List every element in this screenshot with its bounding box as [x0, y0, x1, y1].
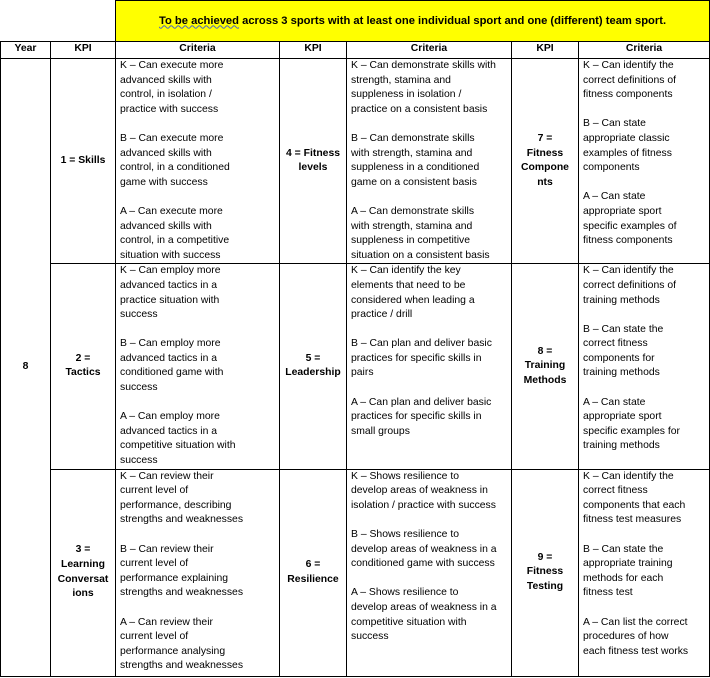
- kpi-fitness-levels: 4 = Fitness levels: [280, 59, 347, 264]
- criteria-leadership: [347, 264, 512, 469]
- blank-corner-cell: [1, 1, 116, 42]
- criteria-k: K – Shows resilience to develop areas of weakness in isolation / practice with success: [351, 470, 496, 511]
- criteria-k: K – Can execute more advanced skills with control, in isolation / practice with success: [120, 60, 224, 115]
- table-row: [1, 264, 710, 469]
- criteria-b: B – Can execute more advanced skills with control, in a conditioned game with success: [120, 132, 230, 188]
- criteria-a: A – Shows resilience to develop areas of weakness in a competitive situation with success: [351, 587, 497, 643]
- criteria-b: B – Can state appropriate classic examples of fitness components: [583, 118, 672, 174]
- table-row: [1, 469, 710, 676]
- criteria-b: B – Can state the appropriate training methods for each fitness test: [583, 543, 673, 599]
- criteria-a: A – Can state appropriate sport specific examples of fitness components: [583, 191, 677, 247]
- criteria-b: B – Can employ more advanced tactics in a conditioned game with success: [120, 338, 224, 394]
- criteria-a: A – Can plan and deliver basic practices for specific skills in small groups: [351, 396, 492, 437]
- year-cell: 8: [1, 59, 51, 677]
- criteria-b: B – Shows resilience to develop areas of weakness in a conditioned game with success: [351, 529, 497, 570]
- criteria-k: K – Can identify the correct definitions of training methods: [583, 265, 676, 306]
- criteria-training-methods: [579, 264, 710, 469]
- kpi-training-methods: 8 = Training Methods: [512, 264, 579, 469]
- kpi-resilience: 6 = Resilience: [280, 469, 347, 676]
- criteria-resilience: [347, 469, 512, 676]
- criteria-b: B – Can plan and deliver basic practices for specific skills in pairs: [351, 338, 492, 379]
- criteria-a: A – Can state appropriate sport specific examples for training methods: [583, 396, 681, 452]
- criteria-k: K – Can identify the correct fitness components that each fitness test measures: [583, 470, 686, 526]
- criteria-skills: [116, 59, 280, 264]
- criteria-k: K – Can review their current level of performance, describing strengths and weaknesses: [120, 470, 244, 526]
- criteria-b: B – Can demonstrate skills with strength, stamina and suppleness in a conditioned game on a consistent basis: [351, 132, 480, 188]
- kpi-skills: 1 = Skills: [51, 59, 116, 264]
- criteria-a: A – Can review their current level of performance analysing strengths and weaknesses: [120, 616, 244, 672]
- criteria-a: A – Can list the correct procedures of how each fitness test works: [583, 616, 689, 657]
- criteria-a: A – Can employ more advanced tactics in a competitive situation with success: [120, 411, 236, 467]
- criteria-tactics: [116, 264, 280, 469]
- header-year: Year: [1, 42, 51, 59]
- criteria-a: A – Can execute more advanced skills with control, in a competitive situation with success: [120, 205, 230, 261]
- kpi-fitness-components: 7 = Fitness Compone nts: [512, 59, 579, 264]
- criteria-k: K – Can demonstrate skills with strength, stamina and suppleness in isolation / practice on a consistent basis: [351, 60, 496, 115]
- table-row: [1, 59, 710, 264]
- kpi-learning-conversations: 3 = Learning Conversat ions: [51, 469, 116, 676]
- criteria-k: K – Can employ more advanced tactics in a practice situation with success: [120, 265, 221, 321]
- header-criteria-2: Criteria: [347, 42, 512, 59]
- criteria-b: B – Can state the correct fitness components for training methods: [583, 323, 664, 379]
- header-criteria-1: Criteria: [116, 42, 280, 59]
- criteria-k: K – Can identify the key elements that need to be considered when leading a practice / drill: [351, 265, 475, 321]
- criteria-fitness-levels: [347, 59, 512, 264]
- header-kpi-3: KPI: [512, 42, 579, 59]
- banner-cell: [116, 1, 710, 42]
- header-kpi-1: KPI: [51, 42, 116, 59]
- banner-underlined-text: To be achieved: [158, 14, 239, 27]
- criteria-b: B – Can review their current level of performance explaining strengths and weaknesses: [120, 543, 244, 599]
- criteria-fitness-testing: [579, 469, 710, 676]
- banner-text: across 3 sports with at least one individual sport and one (different) team sport.: [238, 14, 667, 27]
- kpi-fitness-testing: 9 = Fitness Testing: [512, 469, 579, 676]
- criteria-fitness-components: [579, 59, 710, 264]
- kpi-tactics: 2 = Tactics: [51, 264, 116, 469]
- kpi-leadership: 5 = Leadership: [280, 264, 347, 469]
- header-criteria-3: Criteria: [579, 42, 710, 59]
- criteria-a: A – Can demonstrate skills with strength, stamina and suppleness in competitive situation on a consistent basis: [351, 205, 490, 261]
- criteria-learning-conversations: [116, 469, 280, 676]
- header-kpi-2: KPI: [280, 42, 347, 59]
- criteria-k: K – Can identify the correct definitions of fitness components: [583, 60, 676, 101]
